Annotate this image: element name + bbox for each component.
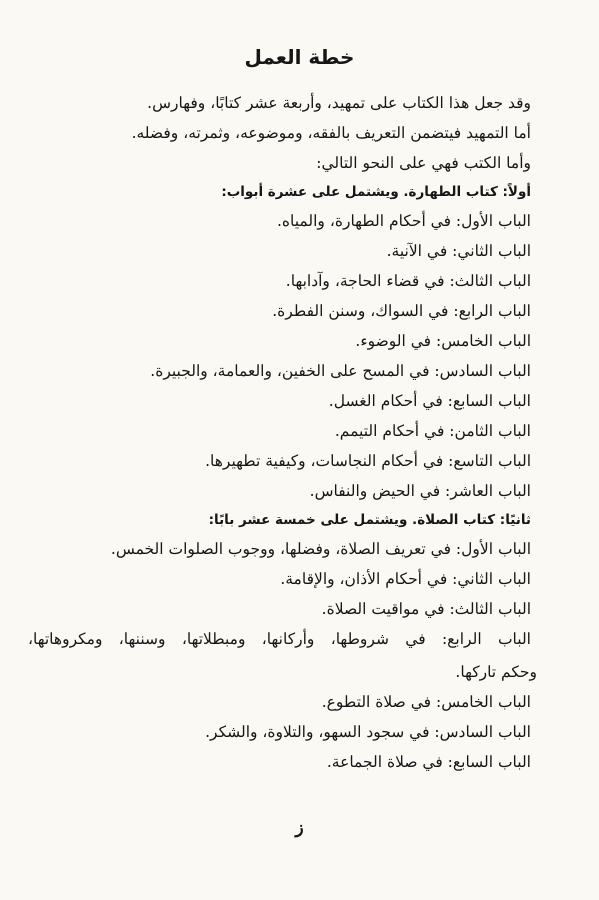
text-line: وأما الكتب فهي على النحو التالي: [316, 154, 531, 172]
text-line: الباب الثاني: في أحكام الأذان، والإقامة. [280, 570, 531, 588]
text-line: الباب السادس: في سجود السهو، والتلاوة، والشكر. [205, 723, 531, 741]
text-line: أما التمهيد فيتضمن التعريف بالفقه، وموضوعه، وثمرته، وفضله. [131, 124, 531, 142]
text-line: الباب الثالث: في قضاء الحاجة، وآدابها. [285, 272, 531, 290]
section-heading: أولاً: كتاب الطهارة. ويشتمل على عشرة أبواب: [221, 184, 531, 200]
text-line: الباب السابع: في أحكام الغسل. [328, 392, 531, 410]
text-line: الباب السابع: في صلاة الجماعة. [326, 753, 531, 771]
text-line: وحكم تاركها. [455, 663, 537, 681]
text-line: الباب الثالث: في مواقيت الصلاة. [321, 600, 531, 618]
text-line: الباب الرابع: في السواك، وسنن الفطرة. [272, 302, 531, 320]
text-line: الباب الثاني: في الآنية. [386, 242, 531, 260]
page-number: ز [295, 818, 304, 838]
section-heading: ثانيًا: كتاب الصلاة. ويشتمل على خمسة عشر بابًا: [208, 512, 531, 528]
text-line: الباب الخامس: في صلاة التطوع. [321, 693, 531, 711]
text-line: الباب العاشر: في الحيض والنفاس. [309, 482, 531, 500]
text-line: الباب الأول: في أحكام الطهارة، والمياه. [276, 212, 531, 230]
text-body [28, 88, 537, 777]
text-line: الباب الخامس: في الوضوء. [355, 332, 531, 350]
text-line: الباب الثامن: في أحكام التيمم. [334, 422, 531, 440]
page-title: خطة العمل [244, 45, 355, 69]
text-line: الباب الأول: في تعريف الصلاة، وفضلها، ووجوب الصلوات الخمس. [110, 540, 531, 558]
text-line: الباب السادس: في المسح على الخفين، والعمامة، والجبيرة. [150, 362, 531, 380]
text-line: الباب التاسع: في أحكام النجاسات، وكيفية تطهيرها. [205, 452, 531, 470]
text-line: الباب الرابع: في شروطها، وأركانها، ومبطلاتها، وسننها، ومكروهاتها، [28, 630, 531, 648]
text-line: وقد جعل هذا الكتاب على تمهيد، وأربعة عشر كتابًا، وفهارس. [147, 94, 531, 112]
